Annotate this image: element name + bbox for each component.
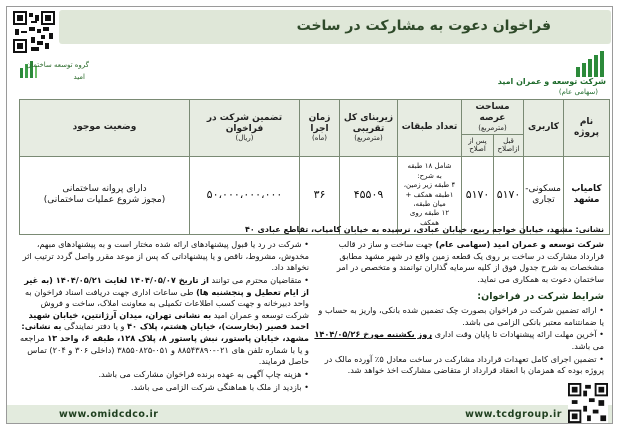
- cell-project: کامیاب مشهد: [564, 156, 610, 234]
- advertisement: [6, 6, 613, 424]
- floors-line: شامل ۱۸ طبقه: [407, 162, 452, 171]
- logo-bars-icon: [574, 51, 604, 77]
- intro-company: شرکت توسعه و عمران امید (سهامی عام): [435, 239, 604, 249]
- header-guarantee-title: تضمین شرکت در فراخوان: [206, 112, 283, 134]
- deadline-text: • آخرین مهلت ارائه پیشنهادات تا پایان وقت اداری: [432, 329, 604, 340]
- floors-line: ۱۲ طبقه روی همکف: [409, 209, 450, 227]
- header-infra-title: زیربنای کل تقریبی: [343, 112, 394, 134]
- condition-item: [314, 329, 604, 352]
- header-floors: تعداد طبقات: [398, 100, 462, 157]
- header-area-title: مساحت عرصه: [475, 102, 510, 123]
- conditions-title: شرایط شرکت در فراخوان:: [477, 290, 604, 302]
- note-dates: از تاریخ ۱۴۰۴/۰۵/۰۷ لغایت ۱۴۰۴/۰۵/۲۱ (به غیر از ایام تعطیل و پنجشنبه ها): [24, 274, 309, 297]
- header-duration-title: زمان اجرا: [308, 112, 331, 134]
- website-link-tcd[interactable]: www.tcdgroup.ir: [465, 409, 562, 420]
- header-infra-unit: (مترمربع): [354, 134, 383, 143]
- header-use: کاربری: [524, 100, 564, 157]
- qr-code-icon: [568, 383, 608, 423]
- left-column: [17, 239, 309, 394]
- header-guarantee: [190, 100, 300, 157]
- condition-item: • تضمین اجرای کامل تعهدات قرارداد مشارکت در ساخت معادل ۵٪ آورده مالک در پروژه بوده که همزمان با انعقاد قرارداد از متقاضی مشارکت اخذ خواهد شد.: [324, 353, 604, 376]
- page-title: فراخوان دعوت به مشارکت در ساخت: [296, 18, 551, 34]
- website-link-omid[interactable]: www.omidcdco.ir: [59, 409, 159, 420]
- group-logo-text: گروه توسعه ساختمان: [25, 61, 89, 69]
- company-logo: [497, 47, 606, 99]
- note-item: • هزینه چاپ آگهی به عهده برنده فراخوان مشارکت می باشد.: [98, 369, 309, 380]
- header-status: وضعیت موجود: [20, 100, 190, 157]
- cell-status: [20, 156, 190, 234]
- note-contact: مراجعه و یا با شماره تلفن های ۰۲۱-۸۸۵۴۳۸۹۰ و ۰۵۱-۳۸۵۵۰۸۲۵ (داخلی ۳۰۶ و ۲۰۴) تماس حاصل فرمایند.: [20, 333, 309, 367]
- cell-use: مسکونی-تجاری: [524, 156, 564, 234]
- header-area: [462, 100, 524, 135]
- floors-line: ۴ طبقه زیر زمین،: [403, 181, 456, 190]
- logo-text: شرکت توسعه و عمران امید: [497, 77, 606, 86]
- header-guarantee-unit: (ریال): [235, 134, 254, 143]
- cell-duration: ۳۶: [300, 156, 340, 234]
- deadline-date: روز یکشنبه مورخ ۱۴۰۴/۰۵/۲۶: [314, 329, 433, 340]
- header-duration: [300, 100, 340, 157]
- header-area-after: پس از اصلاح: [462, 134, 494, 156]
- group-logo-subtext: امید: [73, 73, 85, 81]
- tehran-address: به نشانی تهران، میدان آرژانتین، خیابان شهید احمد قصیر (بخارست)، خیابان هشتم، پلاک ۴۰: [28, 309, 309, 332]
- cell-area-after: ۵۱۷۰: [462, 156, 494, 234]
- header-duration-unit: (ماه): [311, 134, 327, 143]
- condition-item: • ارائه تضمین شرکت در فراخوان بصورت چک تضمین شده بانکی، واریز به حساب و یا ضمانتنامه معتبر بانکی الزامی می باشد.: [318, 305, 604, 327]
- note-item: [17, 275, 309, 368]
- project-address: نشانی: مشهد، خیابان خواجه ربیع، خیابان عبادی، نرسیده به خیابان کامیاب، تقاطع عبادی ۴۰: [244, 225, 604, 234]
- deadline-end: می باشد.: [571, 340, 604, 351]
- floors-line: ۱طبقه همکف + میان طبقه،: [405, 190, 454, 208]
- status-line: دارای پروانه ساختمانی: [62, 184, 147, 195]
- status-line: (مجوز شروع عملیات ساختمانی): [43, 195, 166, 206]
- note-item: • بازدید از ملک با هماهنگی شرکت الزامی می باشد.: [130, 381, 309, 392]
- header-area-unit: (مترمربع): [478, 123, 507, 132]
- table-row: [20, 156, 610, 234]
- header-area-before: قبل ازاصلاح: [494, 134, 524, 156]
- intro-paragraph: [314, 239, 604, 286]
- right-column: [314, 239, 604, 378]
- header-infra: [340, 100, 398, 157]
- cell-area-before: ۵۱۷۰: [494, 156, 524, 234]
- cell-guarantee: ۵۰،۰۰۰،۰۰۰،۰۰۰: [190, 156, 300, 234]
- header-bar: [59, 10, 611, 44]
- group-logo: [15, 55, 91, 95]
- note-text: طی ساعات اداری جهت دریافت اسناد فراخوان به واحد دبیرخانه و جهت کسب اطلاعات تکمیلی به معاونت املاک، ساخت و فروش شرکت توسعه و عمران امید: [25, 286, 309, 320]
- header-project: نام پروژه: [564, 100, 610, 157]
- project-table: [19, 99, 610, 235]
- mashhad-address: به نشانی: مشهد، خیابان پاستور، نبش پاستور ۸، پلاک ۱۲۸، طبقه ۶، واحد ۱۳: [21, 321, 309, 344]
- note-text: و یا دفتر نمایندگی: [61, 321, 128, 332]
- note-text: • متقاضیان محترم می توانند: [208, 274, 309, 285]
- cell-infra: ۴۵۵۰۹: [340, 156, 398, 234]
- cell-floors: [398, 156, 462, 234]
- qr-code-icon: [13, 11, 55, 53]
- footer-bar: [7, 405, 613, 424]
- floors-line: به شرح:: [417, 171, 442, 180]
- intro-text: جهت ساخت و ساز در قالب قرارداد مشارکت در ساخت بر روی یک قطعه زمین واقع در شهر مشهد مطابق مشخصات به شرح جدول فوق از کلیه سرمایه گذاران توانمند و متخصص در امر ساختمان دعوت به همکاری می نماید.: [336, 239, 604, 284]
- note-item: • شرکت در رد یا قبول پیشنهادهای ارائه شده مختار است و به پیشنهادهای مبهم، مخدوش، مشروط، ناقص و یا پیشنهاداتی که پس از موعد مقرر واصل گردد ترتیب اثر نخواهد داد.: [22, 239, 309, 273]
- logo-subtext: (سهامی عام): [558, 88, 598, 96]
